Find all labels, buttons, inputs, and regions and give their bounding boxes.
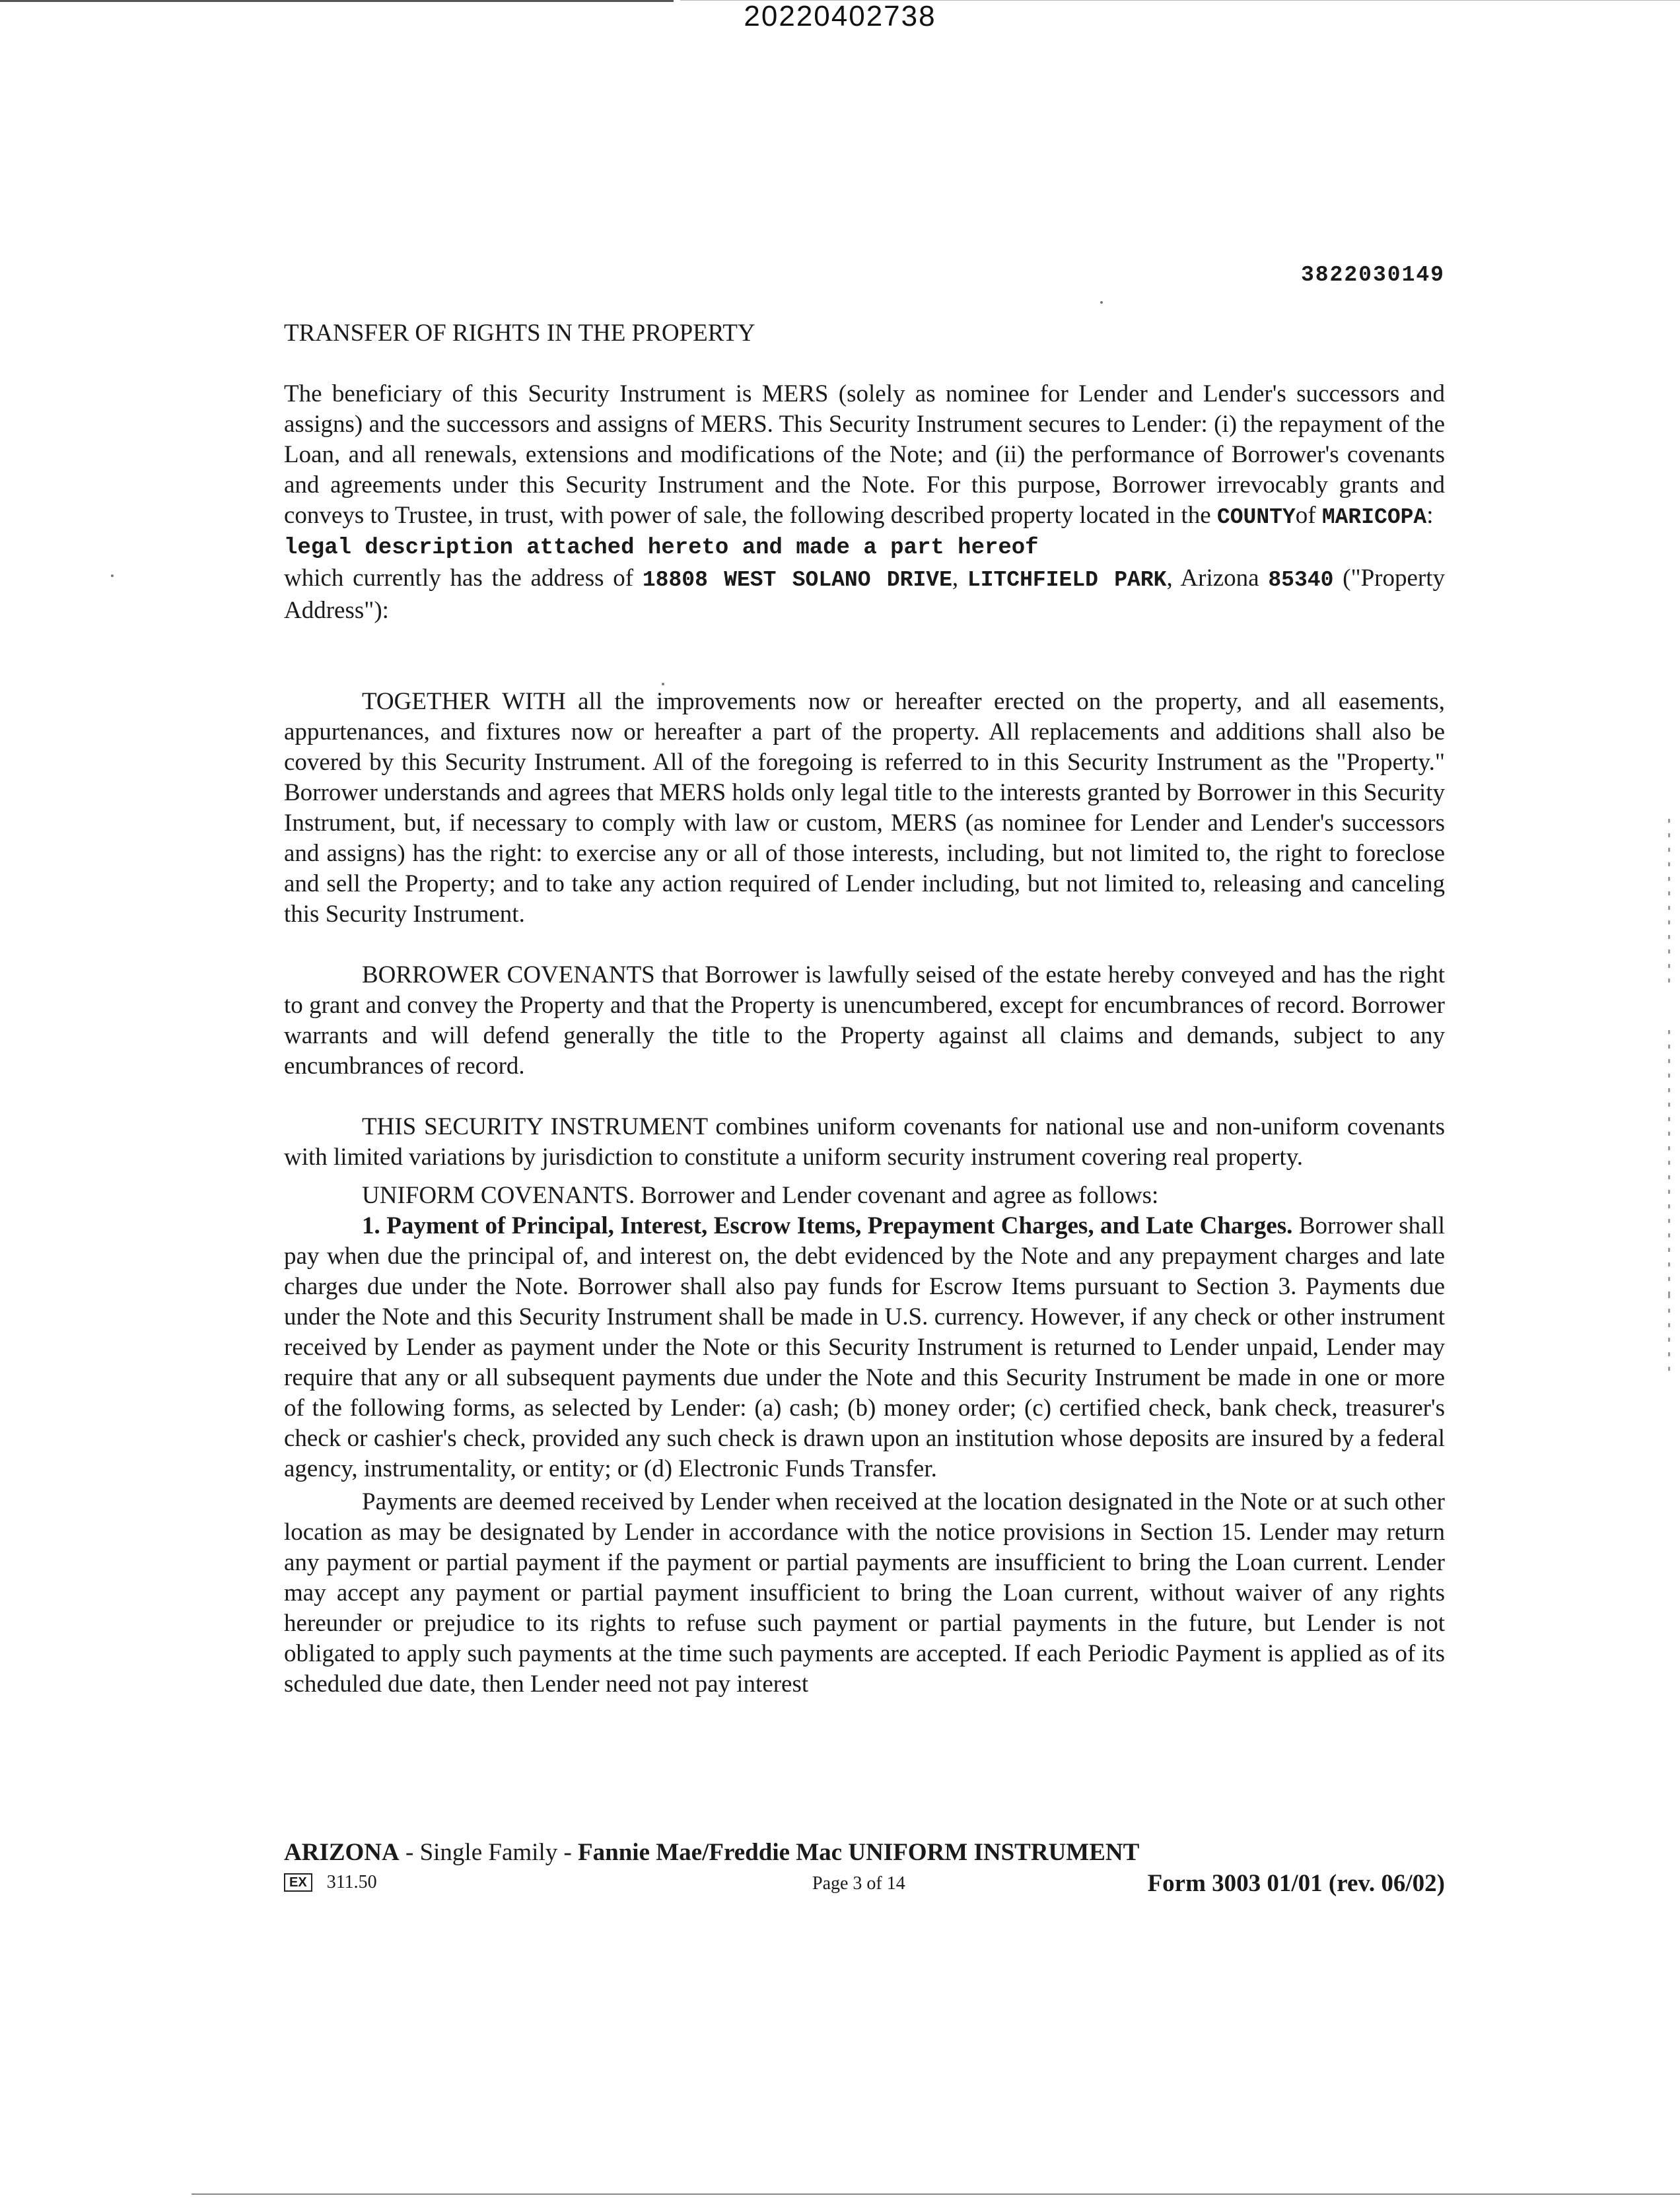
paragraph-together-with: TOGETHER WITH all the improvements now or hereafter erected on the property, and all easements, appurtenances, and fixtures now or hereafter a part of the property. All replacements and additions shall also be covered by this Security Instrument. All of the foregoing is referred to in this Security Instrument as the "Property." Borrower understands and agrees that MERS holds only legal title to the interests granted by Borrower in this Security Instrument, but, if necessary to comply with law or custom, MERS (as nominee for Lender and Lender's successors and assigns) has the right: to exercise any or all of those interests, including, but not limited to, the right to foreclose and sell the Property; and to take any action required of Lender including, but not limited to, releasing and canceling this Security Instrument.	[284, 688, 1445, 928]
city: LITCHFIELD PARK	[967, 568, 1167, 592]
loan-number: 3822030149	[1300, 263, 1445, 287]
paragraph-borrower-covenants: BORROWER COVENANTS that Borrower is lawfully seised of the estate hereby conveyed and has the right to grant and convey the Property and that the Property is unencumbered, except for encumbrances of record. Borrower warrants and will defend generally the title to the Property against all claims and demands, subject to any encumbrances of record.	[284, 961, 1445, 1080]
scan-edge-marks	[1668, 819, 1670, 990]
street-address: 18808 WEST SOLANO DRIVE	[642, 568, 952, 592]
form-number: Form 3003 01/01 (rev. 06/02)	[1147, 1870, 1445, 1897]
section-heading: TRANSFER OF RIGHTS IN THE PROPERTY	[284, 320, 755, 347]
scan-speck	[111, 574, 114, 577]
form-code: EX 311.50	[284, 1872, 377, 1893]
paragraph-uniform-covenants: UNIFORM COVENANTS. Borrower and Lender covenant and agree as follows:	[362, 1182, 1159, 1209]
legal-description: legal description attached hereto and made a part hereof	[284, 535, 1039, 561]
footer-title: ARIZONA - Single Family - Fannie Mae/Freddie Mac UNIFORM INSTRUMENT	[284, 1839, 1140, 1866]
page-number: Page 3 of 14	[812, 1873, 905, 1894]
paragraph-security-instrument: THIS SECURITY INSTRUMENT combines uniform covenants for national use and non-uniform covenants with limited variations by jurisdiction to constitute a uniform security instrument covering real property.	[284, 1113, 1445, 1171]
document-body	[284, 310, 1445, 1700]
scan-edge-marks	[1668, 1294, 1670, 1373]
county-label: COUNTY	[1216, 505, 1296, 530]
scan-bottom-edge	[192, 2193, 1680, 2195]
paragraph-payments-received: Payments are deemed received by Lender when received at the location designated in the Note or at such other location as may be designated by Lender in accordance with the notice provisions in Section 15. Lender may return any payment or partial payment if the payment or partial payments are insufficient to bring the Loan current. Lender may accept any payment or partial payment insufficient to bring the Loan current, without waiver of any rights hereunder or prejudice to its rights to refuse such payment or partial payments in the future, but Lender is not obligated to apply such payments at the time such payments are accepted. If each Periodic Payment is applied as of its scheduled due date, then Lender need not pay interest	[284, 1488, 1445, 1698]
scan-speck	[662, 683, 664, 685]
zip-code: 85340	[1268, 568, 1334, 592]
paragraph-beneficiary: The beneficiary of this Security Instrument is MERS (solely as nominee for Lender and Lender's successors and assigns) and the successors and assigns of MERS. This Security Instrument secures to Lender: (i) the repayment of the Loan, and all renewals, extensions and modifications of the Note; and (ii) the performance of Borrower's covenants and agreements under this Security Instrument and the Note. For this purpose, Borrower irrevocably grants and conveys to Trustee, in trust, with power of sale, the following described property located in the COUNTYof MARICOPA:	[284, 380, 1445, 530]
section-1-title: 1. Payment of Principal, Interest, Escrow Items, Prepayment Charges, and Late Charges.	[362, 1212, 1293, 1239]
scan-speck	[1100, 301, 1103, 304]
section-1-body: Borrower shall pay when due the principal of, and interest on, the debt evidenced by the Note and any prepayment charges and late charges due under the Note. Borrower shall also pay funds for Escrow Items pursuant to Section 3. Payments due under the Note and this Security Instrument shall be made in U.S. currency. However, if any check or other instrument received by Lender as payment under the Note or this Security Instrument is returned to Lender unpaid, Lender may require that any or all subsequent payments due under the Note and this Security Instrument be made in one or more of the following forms, as selected by Lender: (a) cash; (b) money order; (c) certified check, bank check, treasurer's check or cashier's check, provided any such check is drawn upon an institution whose deposits are insured by a federal agency, instrumentality, or entity; or (d) Electronic Funds Transfer.	[284, 1212, 1446, 1482]
ex-logo-icon: EX	[284, 1873, 312, 1892]
recording-number: 20220402738	[744, 0, 936, 32]
form-footer	[284, 1838, 1445, 1902]
property-address-line: which currently has the address of 18808 WEST SOLANO DRIVE, LITCHFIELD PARK, Arizona 85340 ("Property Address"):	[284, 565, 1445, 624]
county-name: MARICOPA	[1321, 505, 1427, 530]
section-1	[284, 1211, 1445, 1484]
scan-edge-marks	[1668, 1030, 1670, 1294]
